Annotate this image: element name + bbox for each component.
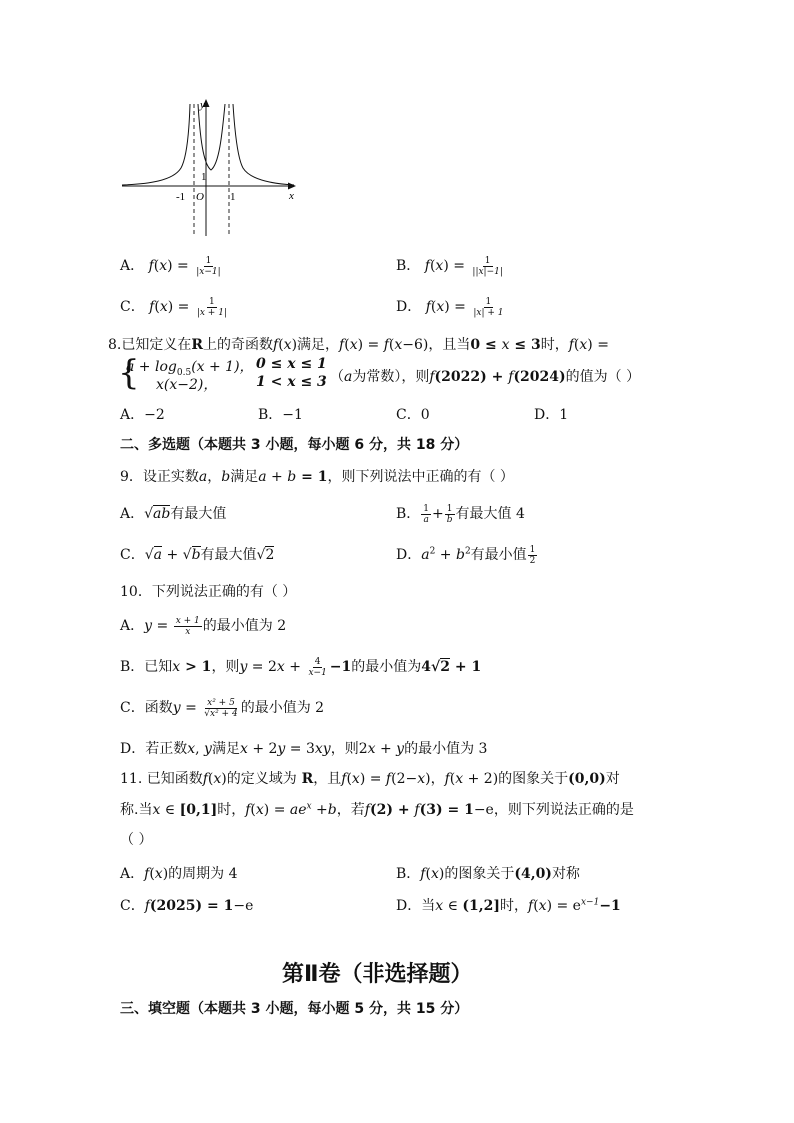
q8-stem-line1: 8.已知定义在R上的奇函数f(x)满足，f(x) = f(x−6)，且当0 ≤ x ≤ 3时，f(x) = [108,337,609,353]
q8-option-b[interactable]: B．−1 [258,407,303,423]
q9-option-c[interactable]: C．√a + √b有最大值√2 [120,547,275,563]
x-axis-arrow [288,183,296,190]
q10-option-d[interactable]: D．若正数x, y满足x + 2y = 3xy，则2x + y的最小值为 3 [120,741,488,757]
origin-label: O [196,191,204,203]
q7-option-a[interactable]: A． f(x) = $\frac{1}{|x-1|}$ [120,255,221,277]
section-3-heading: 三、填空题（本题共 3 小题，每小题 5 分，共 15 分） [120,1001,469,1017]
q8-option-a[interactable]: A．−2 [120,407,165,423]
curve-middle [198,104,225,170]
q11-option-a[interactable]: A．f(x)的周期为 4 [120,866,238,882]
q11-stem-line3: （ ） [120,832,153,848]
q7-option-c[interactable]: C． f(x) = $\frac{1}{|x + 1|}$ [120,296,227,318]
q11-option-d[interactable]: D．当x ∈ (1,2]时，$f(x) = e^{x-1}-1$ [396,897,621,914]
q10-stem: 10．下列说法正确的有（ ） [120,584,297,600]
q8-option-c[interactable]: C．0 [396,407,430,423]
part-2-title: 第Ⅱ卷（非选择题） [282,962,473,987]
tick-pos1: 1 [230,191,236,203]
tick-y1: 1 [201,171,207,183]
curve-right [233,104,294,185]
q11-stem-line2: 称.当x ∈ [0,1]时，$f(x) = ae^x +b$，若f(2) + f(3) = 1−e，则下列说法正确的是 [120,801,634,818]
x-label: x [289,190,294,202]
q9-option-a[interactable]: A．√ab有最大值 [120,506,227,522]
q9-option-b[interactable]: B． $\frac{1}{a}$ + $\frac{1}{b}$ 有最大值 4 [396,503,525,525]
curve-left [122,104,190,185]
section-2-heading: 二、多选题（本题共 3 小题，每小题 6 分，共 18 分） [120,437,469,453]
function-graph [118,96,308,241]
q8-stem-line2: （a为常数），则f(2022) + f(2024)的值为（ ） [330,369,641,385]
q9-option-d[interactable]: D．$a^2 + b^2$有最小值 $\frac{1}{2}$ [396,544,536,566]
q10-option-b[interactable]: B．已知x > 1，则y = 2x + $\frac{4}{x-1}$ −1的最小值为4√2 + 1 [120,656,482,678]
q7-option-b[interactable]: B． f(x) = $\frac{1}{||x|-1|}$ [396,255,503,277]
q10-option-a[interactable]: A．y = $\frac{x + 1}{x}$ 的最小值为 2 [120,615,287,637]
q7-option-d[interactable]: D． f(x) = $\frac{1}{|x| + 1}$ [396,296,504,318]
q8-piecewise: { $a + \log_{0.5}(x + 1)$， 0 ≤ x ≤ 1 x(x−2)， 1 < x ≤ 3 [118,353,327,393]
q10-option-c[interactable]: C．函数y = $\frac{\text{x² + 5}}{\text{√x² + 4}}$ 的最小值为 2 [120,697,325,719]
y-label: y [200,99,205,111]
q11-option-b[interactable]: B．f(x)的图象关于(4,0)对称 [396,866,580,882]
q9-stem: 9．设正实数a，b满足a + b = 1，则下列说法中正确的有（ ） [120,469,514,485]
tick-neg1: -1 [176,191,186,203]
q8-option-d[interactable]: D．1 [534,407,569,423]
q11-option-c[interactable]: C．f(2025) = 1−e [120,898,254,914]
q11-stem-line1: 11. 已知函数f(x)的定义域为 R，且f(x) = f(2−x)，f(x + 2)的图象关于(0,0)对 [120,771,620,787]
